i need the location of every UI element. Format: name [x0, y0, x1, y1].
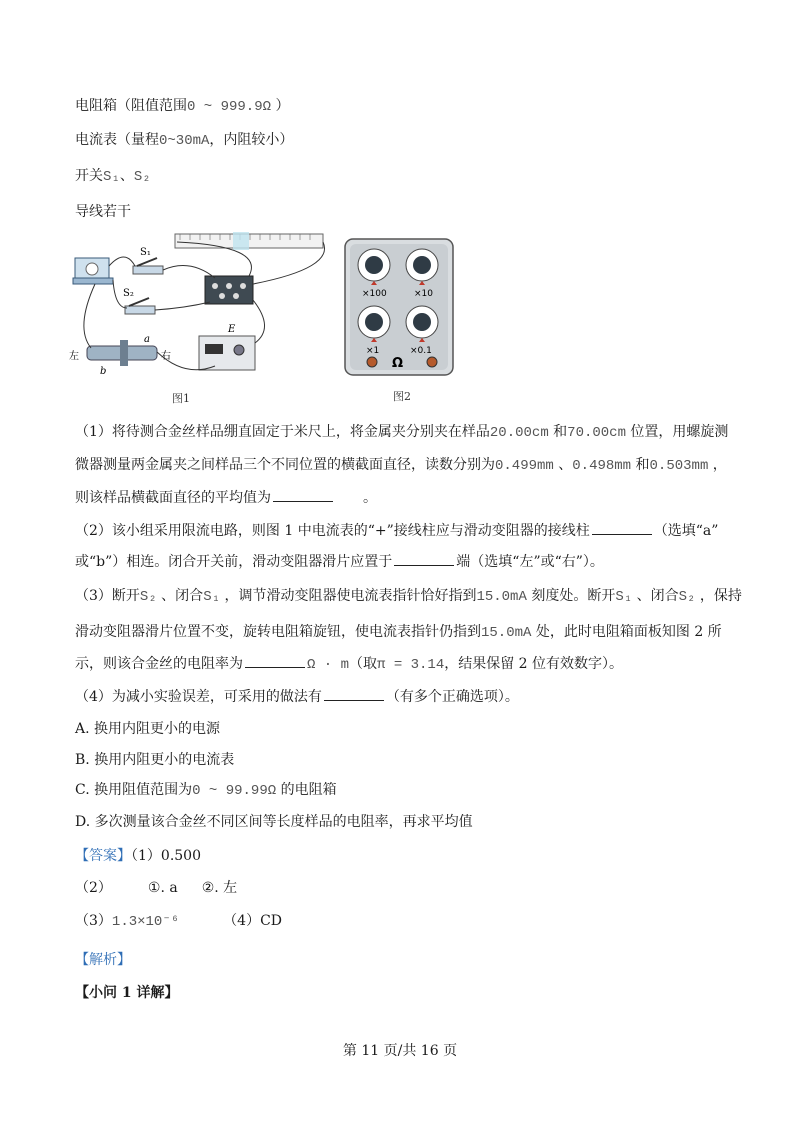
q3-blank[interactable] [245, 655, 305, 668]
analysis-sub-heading: 【小问 1 详解】 [75, 985, 179, 1001]
q3-text-b: 、闭合 [156, 588, 204, 604]
q3-text-i: 示，则该合金丝的电阻率为 [75, 656, 243, 672]
q1-text-d: 微器测量两金属夹之间样品三个不同位置的横截面直径，读数分别为 [75, 457, 495, 473]
q2-text-b: （选填“a” [653, 523, 719, 539]
answer-2-label: （2） [75, 880, 112, 896]
q1-text-e: ， [708, 457, 727, 473]
q3-text-j: （取 [349, 656, 378, 672]
q2-text-d: 端（选填“左”或“右”）。 [456, 554, 604, 570]
resistance-box-device [205, 276, 253, 304]
resistance-box-range: 0 ~ 999.9Ω [187, 99, 272, 115]
q3-line1 [75, 586, 742, 607]
q1-text-b: 和 [548, 424, 568, 440]
answer-line2 [75, 878, 237, 898]
q3-s2b: S₂ [678, 589, 696, 605]
q1-text-c: 位置，用螺旋测 [625, 424, 729, 440]
answer-tag: 【答案】 [75, 848, 131, 864]
q3-current-2: 15.0mA [481, 625, 532, 641]
dial-x100 [358, 249, 390, 281]
q1-sep-2: 和 [631, 457, 650, 473]
q2-line2 [75, 552, 604, 572]
resistance-box-panel [344, 238, 454, 376]
q1-text-f: 则该样品横截面直径的平均值为 [75, 490, 271, 506]
fig1-label-b: b [100, 366, 107, 377]
answer-3-label: （3） [75, 913, 112, 929]
q1-blank[interactable] [273, 489, 333, 502]
q2-text-a: （2）该小组采用限流电路，则图 1 中电流表的“+”接线柱应与滑动变阻器的接线柱 [75, 523, 590, 539]
answer-3-value: 1.3×10⁻⁶ [111, 914, 180, 930]
q3-line2 [75, 622, 722, 643]
q3-text-a: （3）断开 [75, 588, 140, 604]
q1-value-20: 20.00cm [489, 425, 549, 441]
equipment-ammeter [75, 130, 293, 151]
q3-text-g: 滑动变阻器滑片位置不变，旋转电阻箱旋钮，使电流表指针仍指到 [75, 624, 481, 640]
q3-text-e: 、闭合 [632, 588, 679, 604]
q2-line1 [75, 521, 718, 541]
dial-x10 [406, 249, 438, 281]
fig1-label-right: 右 [161, 351, 171, 362]
q4-option-d: D. 多次测量该合金丝不同区间等长度样品的电阻率，再求平均值 [75, 814, 473, 830]
q1-line3 [75, 488, 377, 508]
resistance-box-label: 电阻箱（阻值范围 [75, 98, 187, 114]
q1-reading-2: 0.498mm [572, 458, 632, 474]
switches-label: 开关 [75, 168, 103, 184]
fig2-caption: 图2 [393, 390, 411, 403]
fig1-label-e: E [228, 324, 236, 335]
equipment-switches [75, 166, 151, 187]
q4-option-c-text: C. 换用阻值范围为 [75, 782, 193, 798]
q3-current-1: 15.0mA [476, 589, 527, 605]
q1-text-a: （1）将待测合金丝样品绷直固定于米尺上，将金属夹分别夹在样品 [75, 424, 490, 440]
q3-text-c: ，调节滑动变阻器使电流表指针恰好指到 [220, 588, 477, 604]
fig1-label-a: a [144, 334, 150, 345]
q3-text-d: 刻度处。断开 [526, 588, 616, 604]
circuit-figure [65, 228, 335, 388]
terminal-left [367, 357, 377, 367]
answer-4: （4）CD [223, 913, 283, 929]
metal-clip [233, 232, 249, 250]
q4-option-c-tail: 的电阻箱 [276, 782, 337, 798]
q3-text-f: ，保持 [695, 588, 742, 604]
q4-stem [75, 687, 519, 707]
dial-x1 [358, 306, 390, 338]
q3-line3 [75, 654, 623, 675]
q4-blank[interactable] [324, 688, 384, 701]
q4-text-b: （有多个正确选项）。 [385, 689, 519, 705]
q4-text-a: （4）为减小实验误差，可采用的做法有 [75, 689, 322, 705]
ammeter-dial-icon [86, 263, 98, 275]
q3-s1b: S₁ [615, 589, 633, 605]
q1-text-g: 。 [363, 490, 377, 506]
switch-s2-device [125, 306, 155, 314]
q1-value-70: 70.00cm [567, 425, 626, 441]
ammeter-tail: ，内阻较小） [209, 132, 294, 148]
q2-blank-1[interactable] [592, 522, 652, 535]
q1-reading-3: 0.503mm [649, 458, 709, 474]
q1-reading-1: 0.499mm [495, 458, 554, 474]
analysis-tag: 【解析】 [75, 952, 131, 968]
resistance-box-close: ） [271, 98, 290, 114]
q1-line2 [75, 455, 727, 476]
label-x10: ×10 [414, 289, 433, 299]
answer-line3 [75, 911, 282, 932]
switch-s1: S₁ [103, 169, 120, 185]
label-x01: ×0.1 [410, 346, 432, 356]
q4-option-c-range: 0 ~ 99.99Ω [192, 783, 277, 799]
terminal-right [427, 357, 437, 367]
equipment-wires: 导线若干 [75, 204, 131, 220]
page-footer: 第 11 页/共 16 页 [342, 1043, 458, 1059]
q2-blank-2[interactable] [394, 553, 454, 566]
q3-s2: S₂ [139, 589, 157, 605]
ammeter-label: 电流表（量程 [75, 132, 159, 148]
q3-pi: π = 3.14 [377, 657, 445, 673]
switch-s2: S₂ [133, 169, 151, 185]
switch-s1-device [133, 266, 163, 274]
label-x100: ×100 [362, 289, 387, 299]
q2-text-c: 或“b”）相连。闭合开关前，滑动变阻器滑片应置于 [75, 554, 393, 570]
q3-unit: Ω · m [307, 657, 350, 673]
fig1-label-left: 左 [69, 351, 79, 362]
q4-option-a: A. 换用内阻更小的电源 [75, 721, 221, 737]
fig1-label-s1: S₁ [140, 247, 151, 258]
answer-2-part-2: ②. 左 [201, 880, 238, 896]
answer-1: （1）0.500 [131, 848, 201, 864]
q1-sep-1: 、 [553, 457, 573, 473]
label-x1: ×1 [366, 346, 380, 356]
q3-text-h: 处，此时电阻箱面板知图 2 所 [531, 624, 722, 640]
q3-text-k: ，结果保留 2 位有效数字）。 [444, 656, 624, 672]
q3-s1: S₁ [203, 589, 220, 605]
q4-option-c [75, 780, 337, 801]
switches-sep: 、 [119, 168, 134, 184]
dial-x01 [406, 306, 438, 338]
answer-line1 [75, 846, 201, 866]
fig1-label-s2: S₂ [123, 288, 134, 299]
fig1-caption: 图1 [172, 392, 190, 405]
answer-2-part-1: ①. a [147, 880, 178, 896]
omega-icon: Ω [392, 356, 404, 371]
q1-line1 [75, 422, 728, 443]
equipment-resistance-box [75, 96, 289, 117]
ammeter-range: 0~30mA [159, 133, 210, 149]
q4-option-b: B. 换用内阻更小的电流表 [75, 752, 235, 768]
